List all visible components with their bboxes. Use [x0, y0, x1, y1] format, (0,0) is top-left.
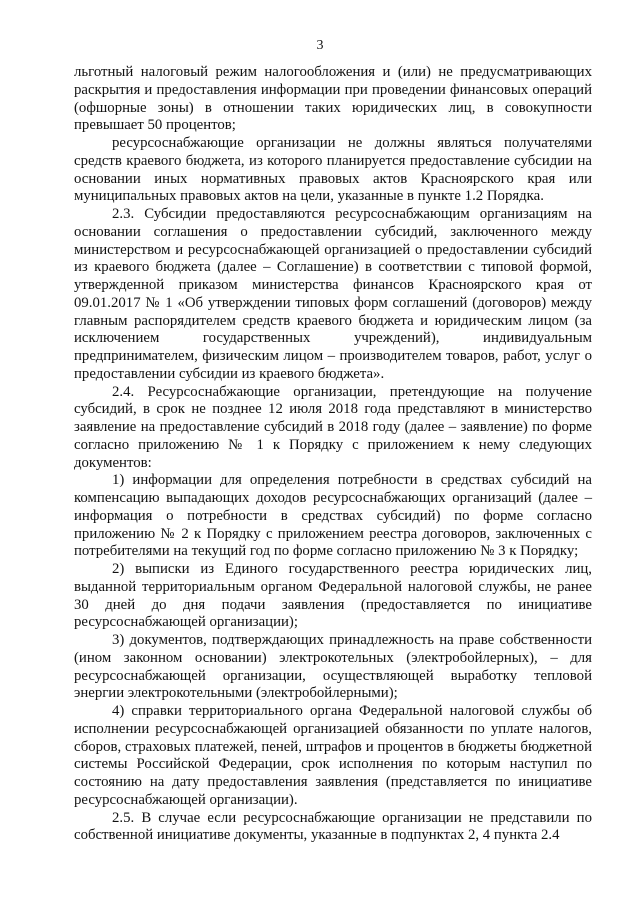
paragraph-offshore-continuation: льготный налоговый режим налогообложения и (или) не предусматривающих раскрытия и предоставления информации при проведении финансовых операций (офшорные зоны) в отношении таких юридических лиц, в совокупности превышает 50 процентов; — [74, 64, 592, 134]
paragraph-2-4-item-4: 4) справки территориального органа Федеральной налоговой службы об исполнении ресурсоснабжающей организацией обязанности по уплате налогов, сборов, страховых платежей, пеней, штрафов и процентов в бюджеты бюджетной системы Российской Федерации, срок исполнения по которым наступил по состоянию на дату предоставления заявления (представляется по инициативе ресурсоснабжающей организации). — [74, 703, 592, 808]
paragraph-2-4-item-1: 1) информации для определения потребности в средствах субсидий на компенсацию выпадающих доходов ресурсоснабжающих организаций (далее – информация о потребности в средствах субсидий) по форме согласно приложению № 2 к Порядку с приложением реестра договоров, заключенных с потребителями на текущий год по форме согласно приложению № 3 к Порядку; — [74, 472, 592, 560]
page-number: 3 — [316, 38, 324, 53]
paragraph-2-4-item-2: 2) выписки из Единого государственного реестра юридических лиц, выданной территориальным органом Федеральной налоговой службы, не ранее 30 дней до дня подачи заявления (предоставляется по инициативе ресурсоснабжающей организации); — [74, 561, 592, 631]
paragraph-2-4-item-3: 3) документов, подтверждающих принадлежность на праве собственности (ином законном основании) электрокотельных (электробойлерных), – для ресурсоснабжающей организации, осуществляющей выработку тепловой энергии электрокотельными (электробойлерными); — [74, 632, 592, 702]
document-body — [74, 64, 592, 845]
paragraph-2-5: 2.5. В случае если ресурсоснабжающие организации не представили по собственной инициативе документы, указанные в подпунктах 2, 4 пункта 2.4 — [74, 809, 592, 844]
paragraph-2-4: 2.4. Ресурсоснабжающие организации, претендующие на получение субсидий, в срок не позднее 12 июля 2018 года представляют в министерство заявление на предоставление субсидий в 2018 году (далее – заявление) по форме согласно приложению № 1 к Порядку с приложением к нему следующих документов: — [74, 383, 592, 471]
paragraph-2-3: 2.3. Субсидии предоставляются ресурсоснабжающим организациям на основании соглашения о предоставлении субсидий, заключенного между министерством и ресурсоснабжающей организацией о предоставлении субсидий из краевого бюджета (далее – Соглашение) в соответствии с типовой формой, утвержденной приказом министерства финансов Красноярского края от 09.01.2017 № 1 «Об утверждении типовых форм соглашений (договоров) между главным распорядителем средств краевого бюджета и юридическим лицом (за исключением государственных учреждений), индивидуальным предпринимателем, физическим лицом – производителем товаров, работ, услуг о предоставлении субсидии из краевого бюджета». — [74, 206, 592, 382]
paragraph-budget-recipients: ресурсоснабжающие организации не должны являться получателями средств краевого бюджета, из которого планируется предоставление субсидии на основании иных нормативных правовых актов Красноярского края или муниципальных правовых актов на цели, указанные в пункте 1.2 Порядка. — [74, 135, 592, 205]
